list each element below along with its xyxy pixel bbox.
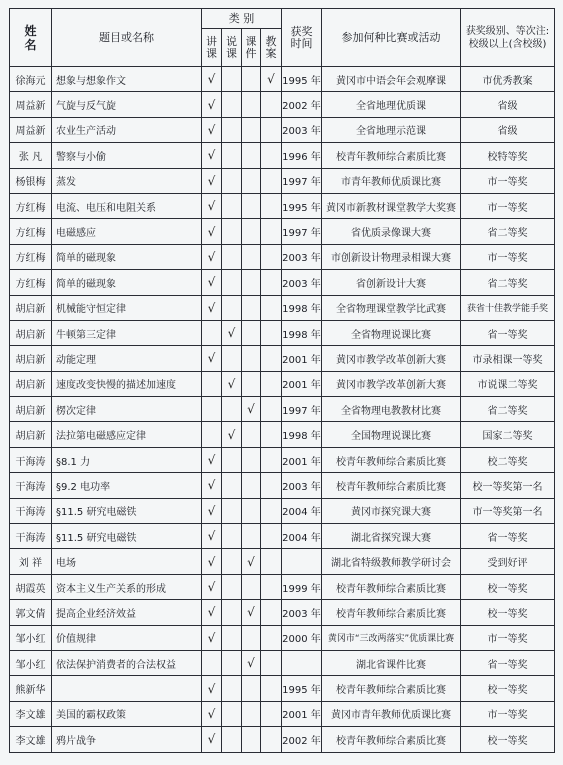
cell-time: 2001 年 [282, 701, 322, 726]
cell-lecture-check: √ [202, 473, 222, 498]
cell-title: 动能定理 [52, 346, 202, 371]
cell-name: 方红梅 [10, 244, 52, 269]
cell-lessonplan-check [261, 244, 282, 269]
cell-level: 省级 [461, 117, 555, 142]
cell-lessonplan-check [261, 600, 282, 625]
cell-level: 校一等奖 [461, 676, 555, 701]
cell-talk-check [222, 143, 242, 168]
cell-talk-check [222, 92, 242, 117]
cell-level: 市优秀教案 [461, 67, 555, 92]
cell-courseware-check [242, 371, 261, 396]
cell-name: 方红梅 [10, 193, 52, 218]
cell-name: 周益新 [10, 117, 52, 142]
cell-level: 市一等奖 [461, 625, 555, 650]
cell-talk-check: √ [222, 320, 242, 345]
cell-name: 熊新华 [10, 676, 52, 701]
cell-lecture-check: √ [202, 701, 222, 726]
table-row [10, 143, 555, 168]
cell-contest: 黄冈市“三改两落实”优质课比赛 [322, 625, 461, 650]
cell-lecture-check: √ [202, 549, 222, 574]
header-name: 姓名 [10, 9, 52, 67]
cell-talk-check [222, 524, 242, 549]
awards-table [9, 8, 555, 753]
cell-courseware-check [242, 117, 261, 142]
cell-courseware-check [242, 422, 261, 447]
cell-talk-check [222, 447, 242, 472]
table-row [10, 67, 555, 92]
cell-level: 校一等奖第一名 [461, 473, 555, 498]
cell-lecture-check: √ [202, 270, 222, 295]
cell-title: 气旋与反气旋 [52, 92, 202, 117]
cell-level: 市说课二等奖 [461, 371, 555, 396]
cell-talk-check [222, 676, 242, 701]
cell-courseware-check [242, 320, 261, 345]
cell-time: 2003 年 [282, 270, 322, 295]
cell-title: 警察与小偷 [52, 143, 202, 168]
table-row [10, 498, 555, 523]
cell-name: 郭文倩 [10, 600, 52, 625]
cell-talk-check: √ [222, 371, 242, 396]
cell-lecture-check: √ [202, 498, 222, 523]
table-row [10, 270, 555, 295]
cell-time: 1997 年 [282, 219, 322, 244]
header-contest: 参加何种比赛或活动 [322, 9, 461, 67]
cell-contest: 校青年教师综合素质比赛 [322, 727, 461, 752]
cell-level: 省二等奖 [461, 397, 555, 422]
cell-time: 2001 年 [282, 447, 322, 472]
cell-title: 电场 [52, 549, 202, 574]
cell-time: 2000 年 [282, 625, 322, 650]
cell-courseware-check [242, 574, 261, 599]
cell-talk-check [222, 117, 242, 142]
cell-time [282, 549, 322, 574]
cell-title: §8.1 力 [52, 447, 202, 472]
cell-lecture-check [202, 371, 222, 396]
cell-level: 国家二等奖 [461, 422, 555, 447]
cell-contest: 全省物理说课比赛 [322, 320, 461, 345]
cell-lessonplan-check [261, 219, 282, 244]
cell-lessonplan-check [261, 549, 282, 574]
header-cat-lessonplan: 教案 [261, 29, 282, 67]
table-row [10, 473, 555, 498]
cell-title: 鸦片战争 [52, 727, 202, 752]
cell-lessonplan-check [261, 92, 282, 117]
cell-name: 邹小红 [10, 625, 52, 650]
cell-lecture-check: √ [202, 92, 222, 117]
cell-courseware-check: √ [242, 650, 261, 675]
table-row [10, 447, 555, 472]
cell-contest: 校青年教师综合素质比赛 [322, 574, 461, 599]
cell-name: 胡启新 [10, 295, 52, 320]
cell-title: 资本主义生产关系的形成 [52, 574, 202, 599]
cell-courseware-check [242, 524, 261, 549]
cell-time: 1995 年 [282, 676, 322, 701]
cell-level: 校一等奖 [461, 600, 555, 625]
table-row [10, 422, 555, 447]
cell-level: 市一等奖 [461, 168, 555, 193]
cell-level: 省一等奖 [461, 650, 555, 675]
cell-talk-check [222, 67, 242, 92]
cell-level: 校特等奖 [461, 143, 555, 168]
table-row [10, 320, 555, 345]
cell-lecture-check: √ [202, 574, 222, 599]
cell-lessonplan-check [261, 143, 282, 168]
cell-time: 1996 年 [282, 143, 322, 168]
cell-lessonplan-check: √ [261, 67, 282, 92]
cell-title: 电流、电压和电阻关系 [52, 193, 202, 218]
cell-title: 简单的磁现象 [52, 244, 202, 269]
cell-lessonplan-check [261, 295, 282, 320]
cell-talk-check [222, 701, 242, 726]
cell-name: 胡霞英 [10, 574, 52, 599]
cell-courseware-check [242, 498, 261, 523]
cell-time: 2001 年 [282, 346, 322, 371]
cell-level: 市录相课一等奖 [461, 346, 555, 371]
cell-lessonplan-check [261, 625, 282, 650]
cell-talk-check [222, 549, 242, 574]
cell-courseware-check [242, 676, 261, 701]
cell-contest: 黄冈市教学改革创新大赛 [322, 346, 461, 371]
table-row [10, 701, 555, 726]
cell-lecture-check [202, 320, 222, 345]
cell-name: 刘 祥 [10, 549, 52, 574]
cell-time: 2002 年 [282, 92, 322, 117]
header-cat-talk: 说课 [222, 29, 242, 67]
cell-courseware-check [242, 168, 261, 193]
cell-level: 市一等奖 [461, 193, 555, 218]
cell-lessonplan-check [261, 320, 282, 345]
cell-level: 市一等奖 [461, 244, 555, 269]
cell-lecture-check: √ [202, 219, 222, 244]
cell-title: 美国的霸权政策 [52, 701, 202, 726]
cell-lessonplan-check [261, 676, 282, 701]
cell-title: §9.2 电功率 [52, 473, 202, 498]
cell-time [282, 650, 322, 675]
table-row [10, 295, 555, 320]
cell-time: 2004 年 [282, 524, 322, 549]
cell-contest: 全国物理说课比赛 [322, 422, 461, 447]
cell-title: 电磁感应 [52, 219, 202, 244]
cell-talk-check [222, 574, 242, 599]
cell-time: 2004 年 [282, 498, 322, 523]
cell-time: 1997 年 [282, 397, 322, 422]
cell-lecture-check: √ [202, 346, 222, 371]
cell-name: 邹小红 [10, 650, 52, 675]
cell-title: 法拉第电磁感应定律 [52, 422, 202, 447]
cell-name: 胡启新 [10, 320, 52, 345]
cell-lessonplan-check [261, 473, 282, 498]
cell-lessonplan-check [261, 447, 282, 472]
cell-title: 牛顿第三定律 [52, 320, 202, 345]
cell-talk-check [222, 346, 242, 371]
cell-courseware-check: √ [242, 397, 261, 422]
cell-contest: 全省地理优质课 [322, 92, 461, 117]
cell-lessonplan-check [261, 346, 282, 371]
cell-name: 方红梅 [10, 219, 52, 244]
cell-courseware-check [242, 447, 261, 472]
header-cat-lecture: 讲课 [202, 29, 222, 67]
cell-lessonplan-check [261, 650, 282, 675]
cell-contest: 校青年教师综合素质比赛 [322, 447, 461, 472]
cell-level: 省一等奖 [461, 524, 555, 549]
cell-title: 想象与想象作文 [52, 67, 202, 92]
cell-title: 楞次定律 [52, 397, 202, 422]
cell-lecture-check: √ [202, 193, 222, 218]
cell-time: 2003 年 [282, 600, 322, 625]
cell-name: 方红梅 [10, 270, 52, 295]
cell-level: 省级 [461, 92, 555, 117]
cell-talk-check [222, 625, 242, 650]
cell-title: 速度改变快慢的描述加速度 [52, 371, 202, 396]
cell-level: 省二等奖 [461, 270, 555, 295]
cell-talk-check [222, 168, 242, 193]
cell-talk-check [222, 473, 242, 498]
cell-lessonplan-check [261, 701, 282, 726]
cell-time: 1995 年 [282, 193, 322, 218]
cell-name: 李文雄 [10, 727, 52, 752]
cell-contest: 湖北省探究课大赛 [322, 524, 461, 549]
table-row [10, 346, 555, 371]
cell-talk-check [222, 270, 242, 295]
cell-name: 干海涛 [10, 498, 52, 523]
cell-courseware-check [242, 270, 261, 295]
table-row [10, 92, 555, 117]
cell-talk-check [222, 219, 242, 244]
cell-contest: 校青年教师综合素质比赛 [322, 600, 461, 625]
cell-lecture-check [202, 397, 222, 422]
cell-name: 徐海元 [10, 67, 52, 92]
cell-title: 农业生产活动 [52, 117, 202, 142]
cell-lecture-check: √ [202, 143, 222, 168]
cell-name: 张 凡 [10, 143, 52, 168]
cell-lessonplan-check [261, 397, 282, 422]
cell-title: 依法保护消费者的合法权益 [52, 650, 202, 675]
table-row [10, 219, 555, 244]
table-row [10, 676, 555, 701]
cell-level: 校二等奖 [461, 447, 555, 472]
cell-lessonplan-check [261, 371, 282, 396]
cell-level: 省一等奖 [461, 320, 555, 345]
cell-name: 胡启新 [10, 397, 52, 422]
cell-time: 2001 年 [282, 371, 322, 396]
cell-time: 1998 年 [282, 320, 322, 345]
cell-name: 干海涛 [10, 447, 52, 472]
cell-contest: 黄冈市中语会年会观摩课 [322, 67, 461, 92]
cell-name: 胡启新 [10, 371, 52, 396]
table-row [10, 574, 555, 599]
cell-contest: 校青年教师综合素质比赛 [322, 473, 461, 498]
cell-time: 2003 年 [282, 244, 322, 269]
cell-time: 1997 年 [282, 168, 322, 193]
cell-lecture-check: √ [202, 168, 222, 193]
cell-name: 李文雄 [10, 701, 52, 726]
header-category: 类 别 [202, 9, 282, 29]
cell-courseware-check [242, 473, 261, 498]
cell-talk-check [222, 650, 242, 675]
cell-courseware-check [242, 193, 261, 218]
cell-courseware-check [242, 701, 261, 726]
cell-courseware-check [242, 346, 261, 371]
cell-name: 干海涛 [10, 473, 52, 498]
cell-level: 市一等奖 [461, 701, 555, 726]
cell-name: 干海涛 [10, 524, 52, 549]
cell-title: 蒸发 [52, 168, 202, 193]
cell-title [52, 676, 202, 701]
table-row [10, 193, 555, 218]
cell-contest: 校青年教师综合素质比赛 [322, 143, 461, 168]
cell-lessonplan-check [261, 574, 282, 599]
cell-talk-check [222, 295, 242, 320]
cell-name: 周益新 [10, 92, 52, 117]
table-header [10, 9, 555, 67]
cell-lecture-check [202, 422, 222, 447]
cell-talk-check [222, 397, 242, 422]
cell-time: 2003 年 [282, 473, 322, 498]
cell-lecture-check: √ [202, 67, 222, 92]
cell-lecture-check [202, 650, 222, 675]
header-title: 题目或名称 [52, 9, 202, 67]
cell-lecture-check: √ [202, 244, 222, 269]
cell-lecture-check: √ [202, 600, 222, 625]
cell-talk-check [222, 727, 242, 752]
cell-courseware-check: √ [242, 549, 261, 574]
cell-title: §11.5 研究电磁铁 [52, 498, 202, 523]
cell-time: 1999 年 [282, 574, 322, 599]
cell-level: 受到好评 [461, 549, 555, 574]
table-row [10, 727, 555, 752]
cell-talk-check [222, 498, 242, 523]
cell-contest: 湖北省特级教师教学研讨会 [322, 549, 461, 574]
table-row [10, 625, 555, 650]
cell-contest: 黄冈市教学改革创新大赛 [322, 371, 461, 396]
cell-lecture-check: √ [202, 727, 222, 752]
cell-contest: 市创新设计物理录相课大赛 [322, 244, 461, 269]
cell-title: §11.5 研究电磁铁 [52, 524, 202, 549]
cell-lecture-check: √ [202, 295, 222, 320]
cell-talk-check [222, 600, 242, 625]
cell-level: 校一等奖 [461, 727, 555, 752]
cell-time: 1995 年 [282, 67, 322, 92]
cell-level: 获省十佳教学能手奖 [461, 295, 555, 320]
cell-time: 2003 年 [282, 117, 322, 142]
cell-courseware-check [242, 67, 261, 92]
cell-contest: 黄冈市青年教师优质课比赛 [322, 701, 461, 726]
table-row [10, 117, 555, 142]
cell-courseware-check: √ [242, 600, 261, 625]
cell-lecture-check: √ [202, 524, 222, 549]
cell-courseware-check [242, 727, 261, 752]
cell-talk-check [222, 193, 242, 218]
cell-lessonplan-check [261, 270, 282, 295]
cell-contest: 黄冈市新教材课堂教学大奖赛 [322, 193, 461, 218]
cell-talk-check: √ [222, 422, 242, 447]
header-time: 获奖时间 [282, 9, 322, 67]
cell-lecture-check: √ [202, 117, 222, 142]
cell-lecture-check: √ [202, 676, 222, 701]
cell-courseware-check [242, 244, 261, 269]
cell-contest: 省优质录像课大赛 [322, 219, 461, 244]
cell-contest: 校青年教师综合素质比赛 [322, 676, 461, 701]
cell-title: 价值规律 [52, 625, 202, 650]
cell-title: 简单的磁现象 [52, 270, 202, 295]
header-level: 获奖级别、等次注:校级以上(含校级) [461, 9, 555, 67]
cell-lessonplan-check [261, 524, 282, 549]
cell-contest: 市青年教师优质课比赛 [322, 168, 461, 193]
cell-talk-check [222, 244, 242, 269]
cell-contest: 全省物理课堂教学比武赛 [322, 295, 461, 320]
cell-courseware-check [242, 295, 261, 320]
cell-lessonplan-check [261, 117, 282, 142]
cell-lessonplan-check [261, 193, 282, 218]
cell-contest: 省创新设计大赛 [322, 270, 461, 295]
cell-courseware-check [242, 143, 261, 168]
cell-name: 杨银梅 [10, 168, 52, 193]
cell-time: 1998 年 [282, 422, 322, 447]
cell-courseware-check [242, 219, 261, 244]
cell-time: 1998 年 [282, 295, 322, 320]
cell-lecture-check: √ [202, 625, 222, 650]
header-cat-courseware: 课件 [242, 29, 261, 67]
table-body [10, 67, 555, 753]
table-row [10, 371, 555, 396]
table-row [10, 650, 555, 675]
table-row [10, 524, 555, 549]
cell-title: 机械能守恒定律 [52, 295, 202, 320]
cell-contest: 湖北省课件比赛 [322, 650, 461, 675]
cell-time: 2002 年 [282, 727, 322, 752]
table-row [10, 397, 555, 422]
cell-contest: 全省物理电教教材比赛 [322, 397, 461, 422]
cell-courseware-check [242, 92, 261, 117]
cell-contest: 全省地理示范课 [322, 117, 461, 142]
cell-contest: 黄冈市探究课大赛 [322, 498, 461, 523]
cell-level: 市一等奖第一名 [461, 498, 555, 523]
cell-lessonplan-check [261, 727, 282, 752]
table-row [10, 600, 555, 625]
cell-lessonplan-check [261, 422, 282, 447]
cell-level: 校一等奖 [461, 574, 555, 599]
cell-lessonplan-check [261, 168, 282, 193]
cell-lecture-check: √ [202, 447, 222, 472]
cell-name: 胡启新 [10, 346, 52, 371]
table-row [10, 168, 555, 193]
table-row [10, 549, 555, 574]
cell-courseware-check [242, 625, 261, 650]
cell-lessonplan-check [261, 498, 282, 523]
table-row [10, 244, 555, 269]
cell-name: 胡启新 [10, 422, 52, 447]
cell-level: 省二等奖 [461, 219, 555, 244]
cell-title: 提高企业经济效益 [52, 600, 202, 625]
